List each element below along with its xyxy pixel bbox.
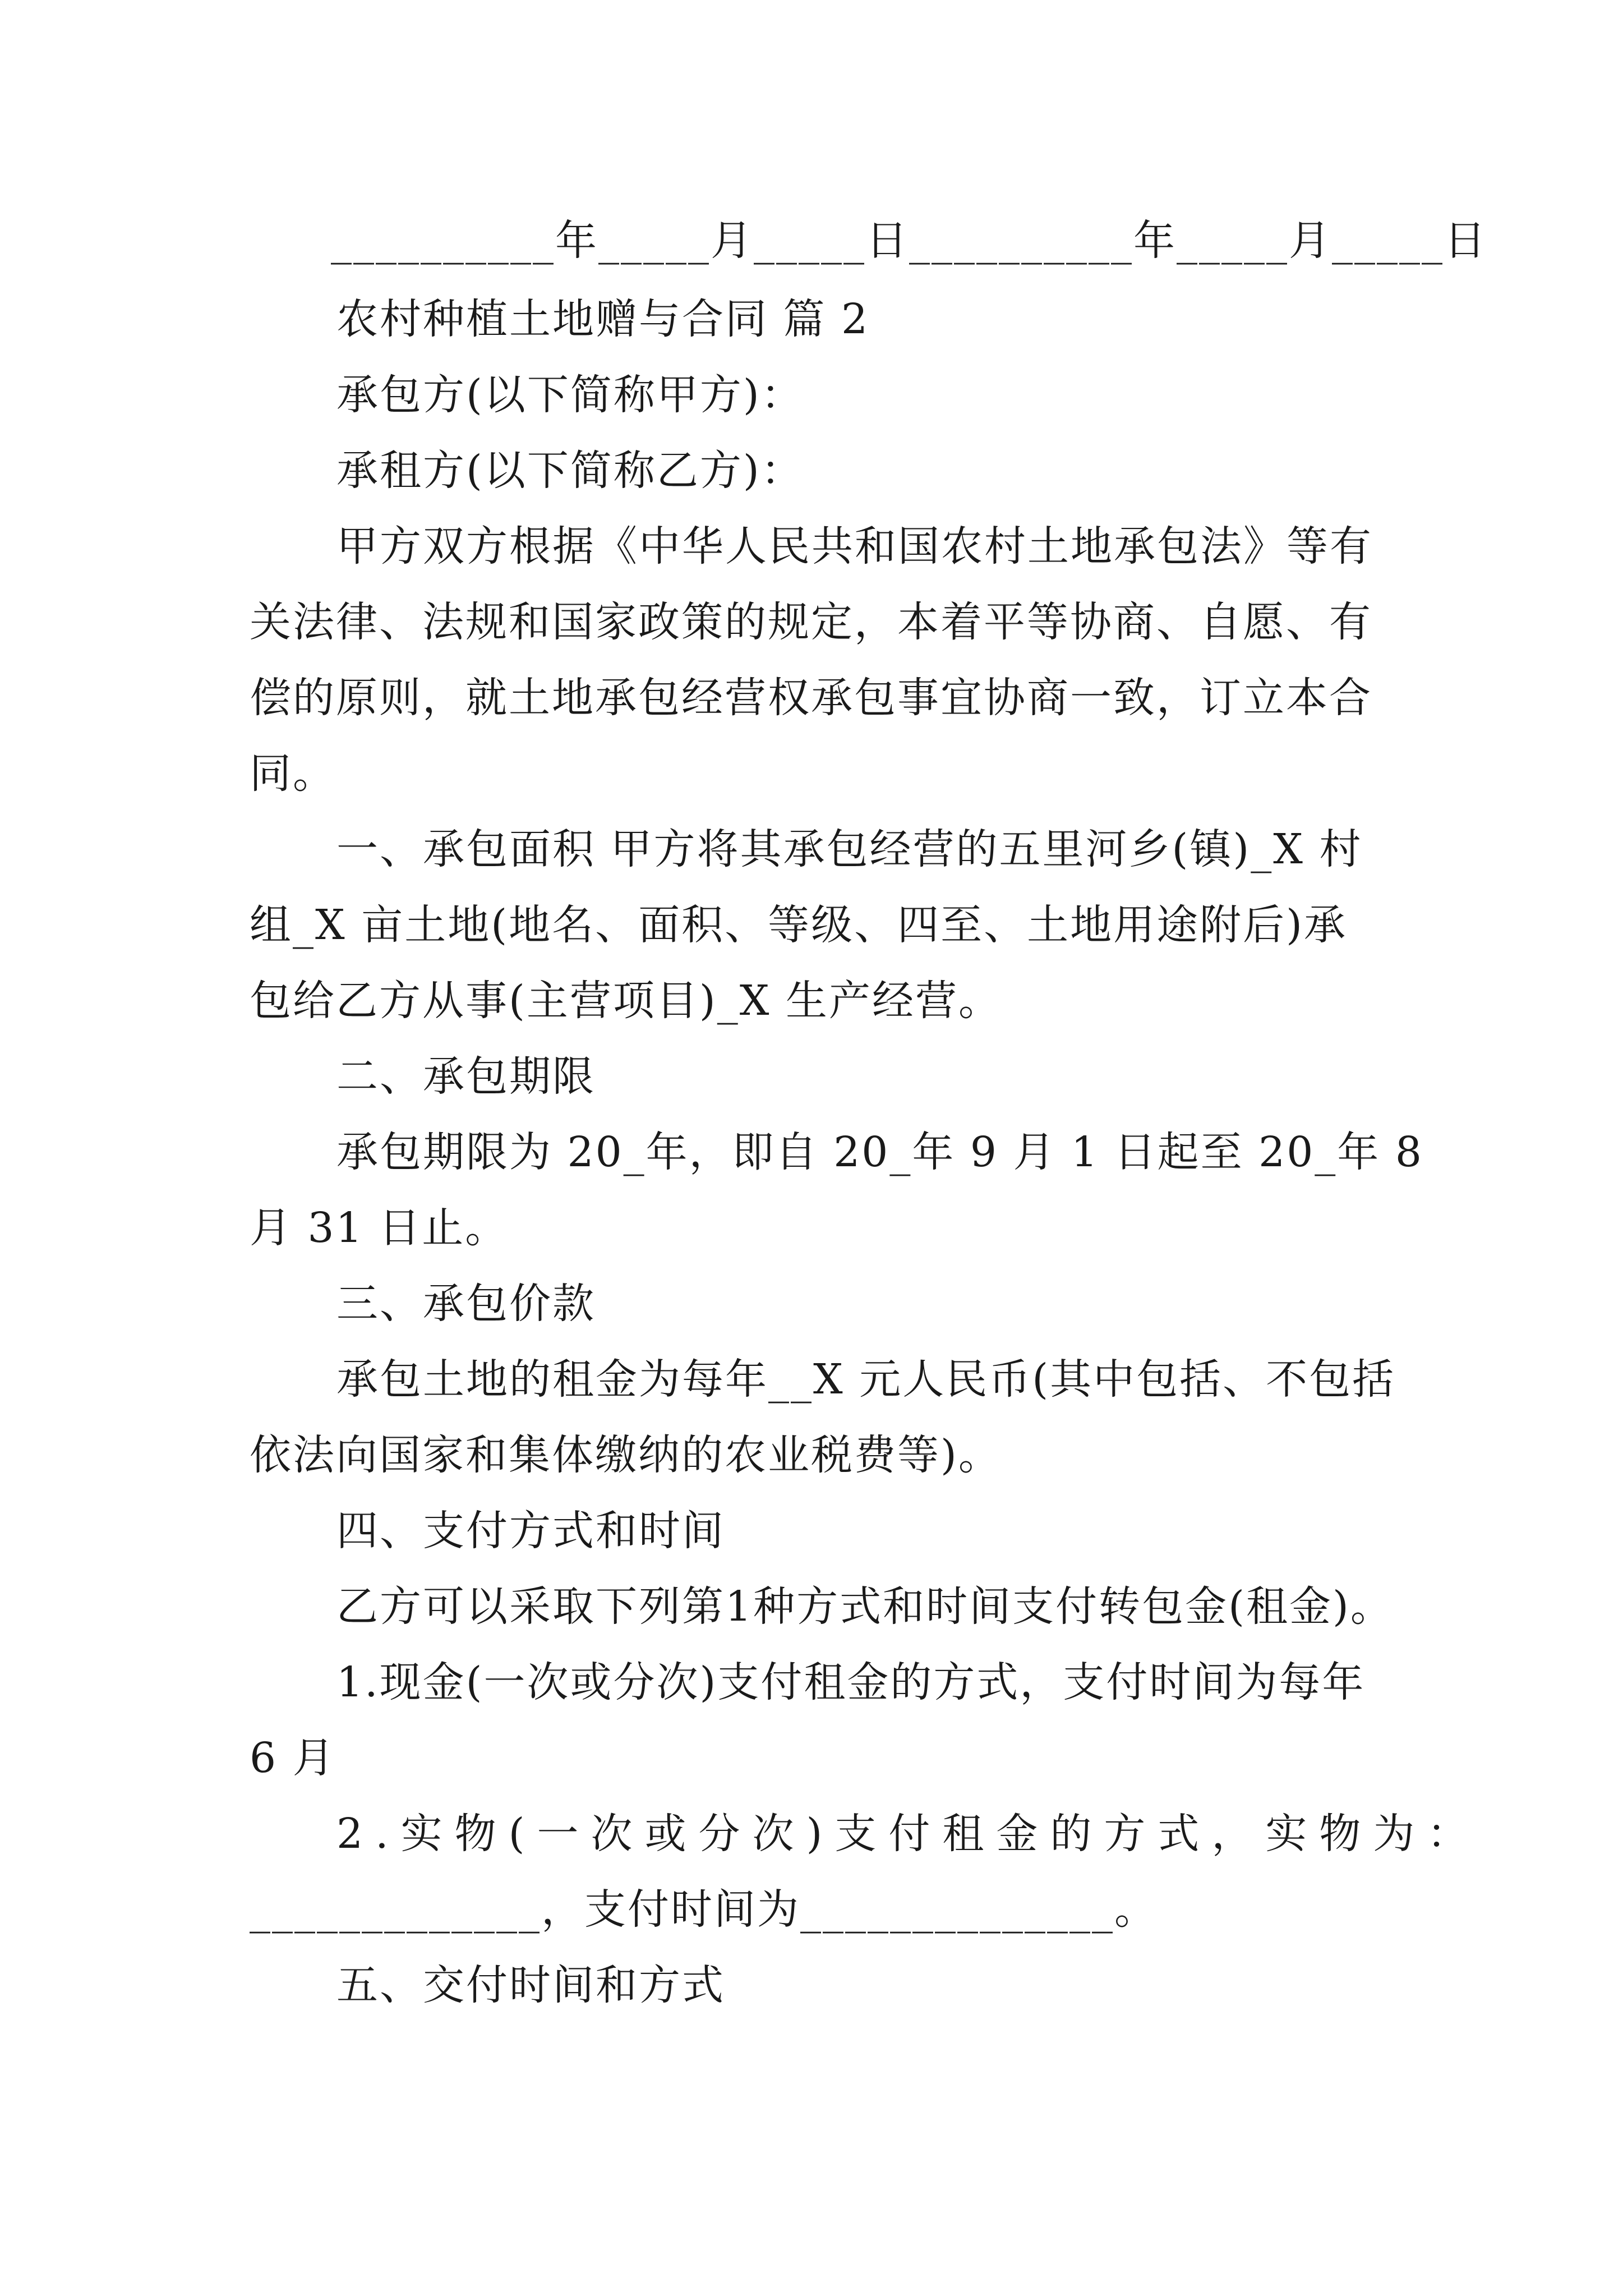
party-a-line: 承包方(以下简称甲方)： <box>336 371 804 419</box>
clause4-item1-line: 6 月 <box>250 1734 336 1782</box>
party-b-line: 承租方(以下简称乙方)： <box>336 447 804 495</box>
clause2-line: 月 31 日止。 <box>250 1204 509 1252</box>
preamble-line: 同。 <box>250 749 336 798</box>
clause2-title: 二、承包期限 <box>336 1052 596 1101</box>
section-title: 农村种植土地赠与合同 篇 2 <box>336 295 870 343</box>
clause5-title: 五、交付时间和方式 <box>336 1961 725 2009</box>
clause1-line: 组_X 亩土地(地名、面积、等级、四至、土地用途附后)承 <box>250 901 1347 949</box>
preamble-line: 偿的原则，就土地承包经营权承包事宜协商一致，订立本合 <box>250 674 1372 722</box>
signature-date-line: __________年_____月_____日__________年_____月_____日 <box>331 217 1487 265</box>
clause4-title: 四、支付方式和时间 <box>336 1507 725 1555</box>
clause3-line: 承包土地的租金为每年__X 元人民币(其中包括、不包括 <box>336 1355 1396 1404</box>
clause3-line: 依法向国家和集体缴纳的农业税费等)。 <box>250 1431 1002 1479</box>
clause2-line: 承包期限为 20_年，即自 20_年 9 月 1 日起至 20_年 8 <box>336 1128 1423 1176</box>
clause4-item1-line: 1.现金(一次或分次)支付租金的方式，支付时间为每年 <box>336 1658 1366 1706</box>
clause4-intro: 乙方可以采取下列第1种方式和时间支付转包金(租金)。 <box>336 1582 1394 1631</box>
clause1-line: 包给乙方从事(主营项目)_X 生产经营。 <box>250 977 1002 1025</box>
clause1-line: 一、承包面积 甲方将其承包经营的五里河乡(镇)_X 村 <box>336 825 1363 873</box>
preamble-line: 关法律、法规和国家政策的规定，本着平等协商、自愿、有 <box>250 598 1372 646</box>
clause3-title: 三、承包价款 <box>336 1280 596 1328</box>
clause4-item2-line: 2.实物(一次或分次)支付租金的方式，实物为： <box>336 1810 1481 1858</box>
preamble-line: 甲方双方根据《中华人民共和国农村土地承包法》等有 <box>336 522 1373 570</box>
clause4-item2-line: _____________，支付时间为______________。 <box>250 1885 1158 1934</box>
